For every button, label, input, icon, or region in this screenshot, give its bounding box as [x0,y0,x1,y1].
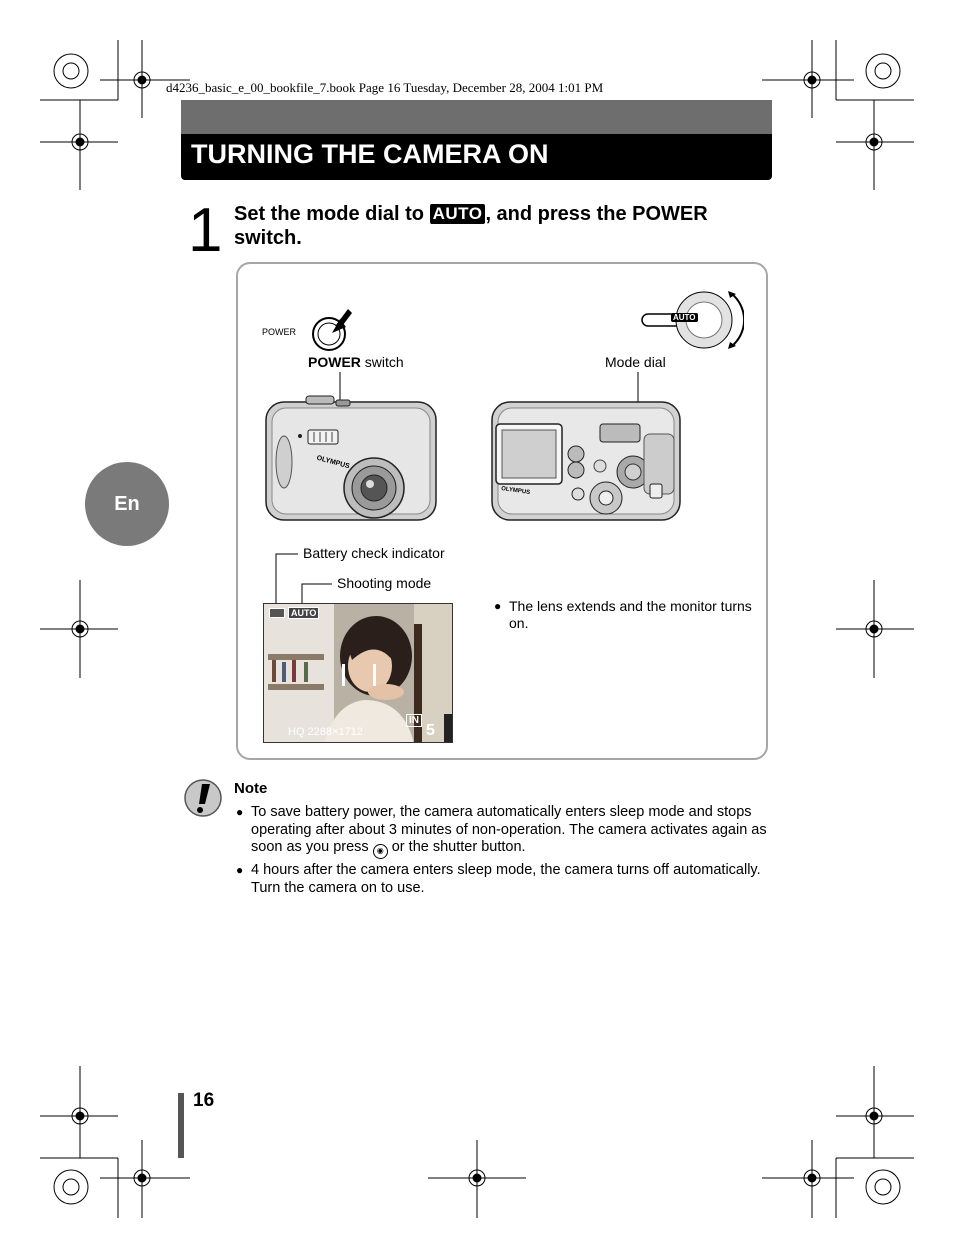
bullet-dot: ● [494,599,502,613]
step-text-after: , and press the POWER switch. [234,203,708,249]
step-instruction [234,202,779,250]
note-warning-icon [183,778,223,818]
indicator-pointer-lines [268,548,334,610]
af-target-mark [342,664,376,686]
page-number: 16 [193,1090,215,1111]
camera-brand-front: OLYMPUS [315,454,351,471]
language-tab-label: En [114,492,140,515]
lcd-shots-remaining: 5 [426,722,435,739]
camera-back-illustration [488,394,688,528]
camera-brand-back: OLYMPUS [500,486,531,496]
shooting-mode-label: Shooting mode [337,575,432,591]
power-switch-icon [300,305,362,355]
power-small-label: POWER [262,327,297,337]
battery-check-indicator [269,608,285,618]
lens-bullet-text: The lens extends and the monitor turns on. [509,598,752,631]
dial-auto-badge: AUTO [673,313,696,322]
mode-dial-label: Mode dial [605,354,666,370]
note-title: Note [234,780,268,797]
note-list [236,804,781,900]
language-tab [85,462,169,546]
lens-bullet [494,598,771,632]
page-number-bar [178,1093,184,1158]
lcd-monitor-image [263,603,453,743]
power-switch-label-bold: POWER [308,354,361,370]
power-switch-label [308,354,404,370]
note-item-2-text: 4 hours after the camera enters sleep mode, the camera turns off automatically. Turn the camera on to use. [251,862,761,896]
camera-front-illustration [258,392,443,528]
note-item-1-text-end: or the shutter button. [387,839,526,855]
battery-check-label: Battery check indicator [303,545,445,561]
camera-button-icon: ◉ [373,844,388,859]
note-item [236,804,781,859]
page-title: TURNING THE CAMERA ON [191,139,549,169]
lcd-memory-indicator: IN [406,714,422,727]
lcd-shooting-mode: AUTO [288,607,319,619]
note-item [236,862,781,897]
power-switch-label-rest: switch [360,354,404,370]
print-header-line: d4236_basic_e_00_bookfile_7.book Page 16 Tuesday, December 28, 2004 1:01 PM [166,80,604,95]
note-item-1-text: To save battery power, the camera automatically enters sleep mode and stops operating after about 3 minutes of non-operation. The camera activates again as soon as you press [251,804,767,855]
lcd-record-info: HQ 2288×1712 [288,726,363,738]
auto-mode-icon: AUTO [430,204,486,224]
title-band [181,100,772,134]
step-text-before: Set the mode dial to [234,203,430,225]
step-number: 1 [188,196,223,265]
